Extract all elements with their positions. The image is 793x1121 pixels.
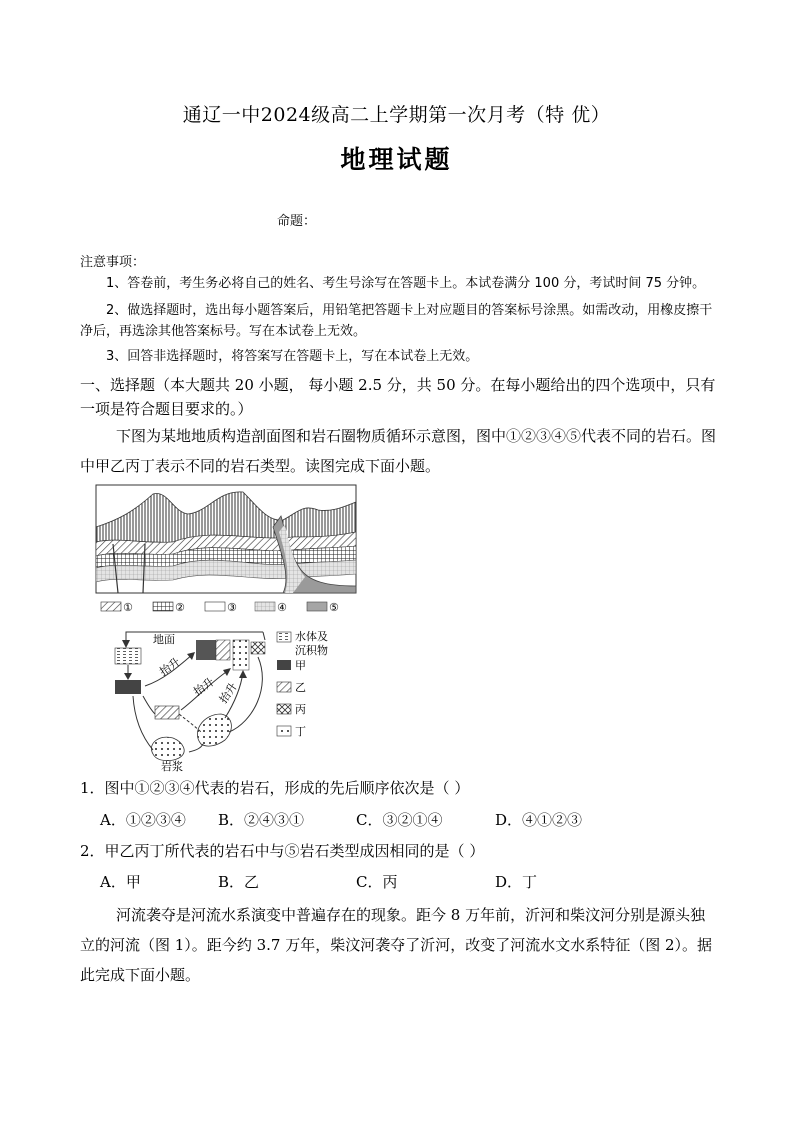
- uplift-label: 抬升: [191, 675, 217, 699]
- notice-block: [80, 252, 720, 367]
- passage: 河流袭夺是河流水系演变中普遍存在的现象。距今 8 万年前，沂河和柴汶河分别是源头独立的河流（图 1）。距今约 3.7 万年，柴汶河袭夺了沂河，改变了河流水文水系特征（图 2）。据此完成下面小题。: [80, 906, 713, 984]
- notice-item: 2、做选择题时，选出每小题答案后，用铅笔把答题卡上对应题目的答案标号涂黑。如需改动，用橡皮擦干净后，再选涂其他答案标号。写在本试卷上无效。: [80, 303, 713, 339]
- legend-label: ③: [227, 601, 237, 614]
- ground-label: 地面: [153, 633, 175, 646]
- uplift-label: 抬升: [157, 655, 183, 679]
- option-d[interactable]: D．④①②③: [495, 811, 583, 829]
- exam-subtitle: 通辽一中2024级高二上学期第一次月考（特 优）: [182, 104, 611, 126]
- section-heading: 一、选择题（本大题共 20 小题， 每小题 2.5 分，共 50 分。在每小题给出的四个选项中，只有一项是符合题目要求的。）: [80, 376, 716, 418]
- legend-label: 丙: [295, 703, 306, 716]
- geology-figure: [93, 482, 383, 776]
- legend-label: ①: [123, 601, 133, 614]
- legend-label: 甲: [295, 659, 306, 672]
- passage: 下图为某地地质构造剖面图和岩石圈物质循环示意图，图中①②③④⑤代表不同的岩石。图中甲乙丙丁表示不同的岩石类型。读图完成下面小题。: [80, 427, 717, 475]
- legend-label: 沉积物: [295, 644, 328, 657]
- question-stem: 2．甲乙丙丁所代表的岩石中与⑤岩石类型成因相同的是（ ）: [80, 842, 485, 860]
- option-c[interactable]: C．③②①④: [356, 811, 443, 829]
- option-a[interactable]: A．甲: [100, 873, 141, 891]
- author-label: 命题：: [277, 214, 317, 229]
- cross-section: [96, 485, 356, 593]
- magma-label: 岩浆: [161, 760, 183, 772]
- legend-label: 丁: [295, 725, 306, 738]
- notice-heading: 注意事项：: [80, 255, 146, 270]
- option-b[interactable]: B．②④③①: [218, 811, 305, 829]
- option-b[interactable]: B．乙: [218, 873, 260, 891]
- legend-label: ②: [175, 601, 185, 614]
- option-c[interactable]: C．丙: [356, 873, 398, 891]
- geology-diagram: [93, 482, 383, 772]
- legend-label: 水体及: [295, 630, 328, 643]
- notice-item: 1、答卷前，考生务必将自己的姓名、考生号涂写在答题卡上。本试卷满分 100 分，考试时间 75 分钟。: [106, 276, 706, 291]
- uplift-label: 抬升: [216, 680, 241, 706]
- option-d[interactable]: D．丁: [495, 873, 538, 891]
- option-a[interactable]: A．①②③④: [100, 811, 186, 829]
- question-stem: 1．图中①②③④代表的岩石，形成的先后顺序依次是（ ）: [80, 779, 470, 797]
- notice-item: 3、回答非选择题时，将答案写在答题卡上，写在本试卷上无效。: [106, 349, 479, 364]
- legend-label: ④: [277, 601, 287, 614]
- section-legend: [101, 601, 339, 614]
- exam-title: 地理试题: [340, 145, 453, 174]
- legend-label: ⑤: [329, 601, 339, 614]
- rock-cycle-diagram: [115, 629, 328, 772]
- legend-label: 乙: [295, 681, 306, 694]
